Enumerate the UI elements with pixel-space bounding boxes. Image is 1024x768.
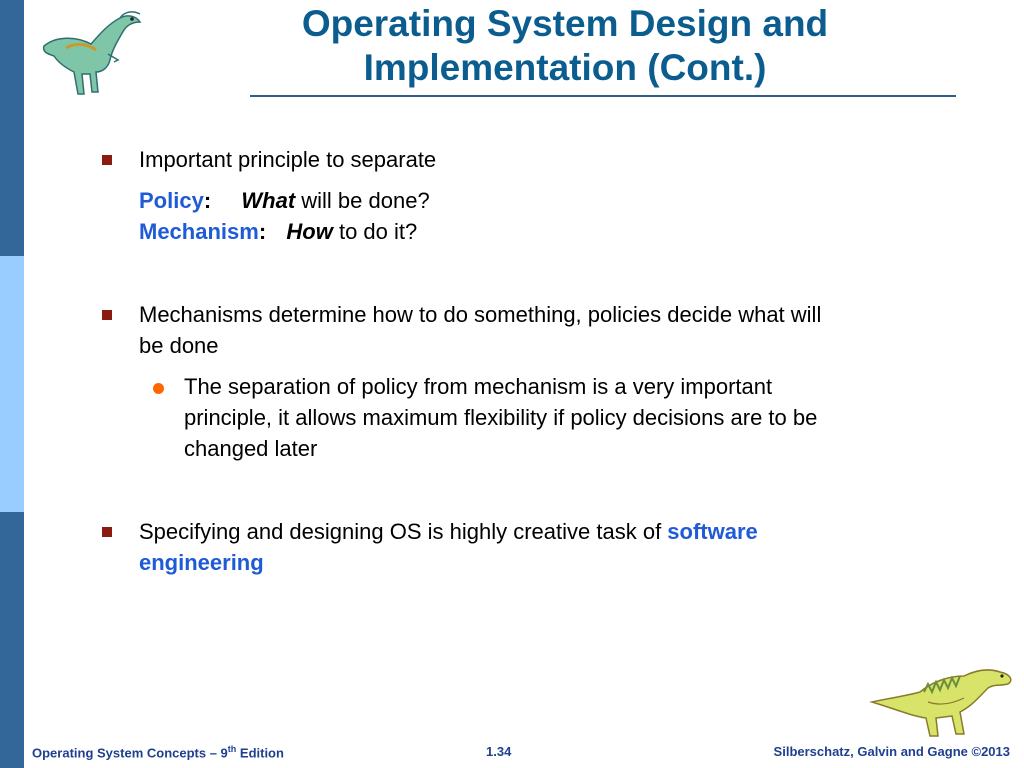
mechanism-colon: :: [258, 219, 267, 244]
mechanism-how: How: [286, 219, 333, 244]
dinosaur-icon: [868, 662, 1016, 740]
policy-colon: :: [203, 188, 212, 213]
footer-copyright: Silberschatz, Galvin and Gagne ©2013: [773, 744, 1010, 759]
footer-page-number: 1.34: [486, 744, 512, 759]
sub-bullet-line-3: changed later: [184, 436, 318, 461]
bullet-square-icon: [102, 527, 112, 537]
policy-line: [139, 185, 430, 216]
sidebar-segment-bottom: [0, 512, 24, 768]
footer-sup: th: [227, 744, 237, 754]
bullet-dot-icon: [153, 383, 164, 394]
policy-what: What: [241, 188, 296, 213]
bullet-1-text: Important principle to separate: [139, 147, 437, 172]
mechanism-label: Mechanism: [139, 219, 259, 244]
mechanism-rest: to do it?: [332, 219, 418, 244]
bullet-2-line-1: Mechanisms determine how to do something, policies decide what will: [139, 302, 822, 327]
bullet-3-text: Specifying and designing OS is highly creative task of: [139, 519, 668, 544]
bullet-3-highlight-2: engineering: [139, 550, 264, 575]
bullet-3-line-1: [139, 516, 758, 547]
bullet-3-highlight-1: software: [667, 519, 758, 544]
policy-rest: will be done?: [295, 188, 430, 213]
sidebar-segment-middle: [0, 256, 24, 512]
footer-course-title: Operating System Concepts – 9: [32, 745, 228, 761]
footer-edition: Edition: [236, 745, 284, 761]
mechanism-line: [139, 216, 417, 247]
bullet-square-icon: [102, 155, 112, 165]
dinosaur-icon: [36, 6, 156, 98]
bullet-2-line-2: be done: [139, 333, 219, 358]
title-line-1: Operating System Design and: [301, 3, 829, 44]
bullet-square-icon: [102, 310, 112, 320]
title-line-2: Implementation (Cont.): [363, 47, 767, 88]
policy-label: Policy: [139, 188, 204, 213]
sidebar-segment-top: [0, 0, 24, 256]
sub-bullet-line-1: The separation of policy from mechanism is a very important: [184, 374, 773, 399]
title-divider: [250, 95, 956, 97]
slide-title: [220, 2, 910, 90]
footer-left: [32, 744, 284, 764]
sub-bullet-line-2: principle, it allows maximum flexibility if policy decisions are to be: [184, 405, 818, 430]
sidebar-strip: [0, 0, 24, 768]
